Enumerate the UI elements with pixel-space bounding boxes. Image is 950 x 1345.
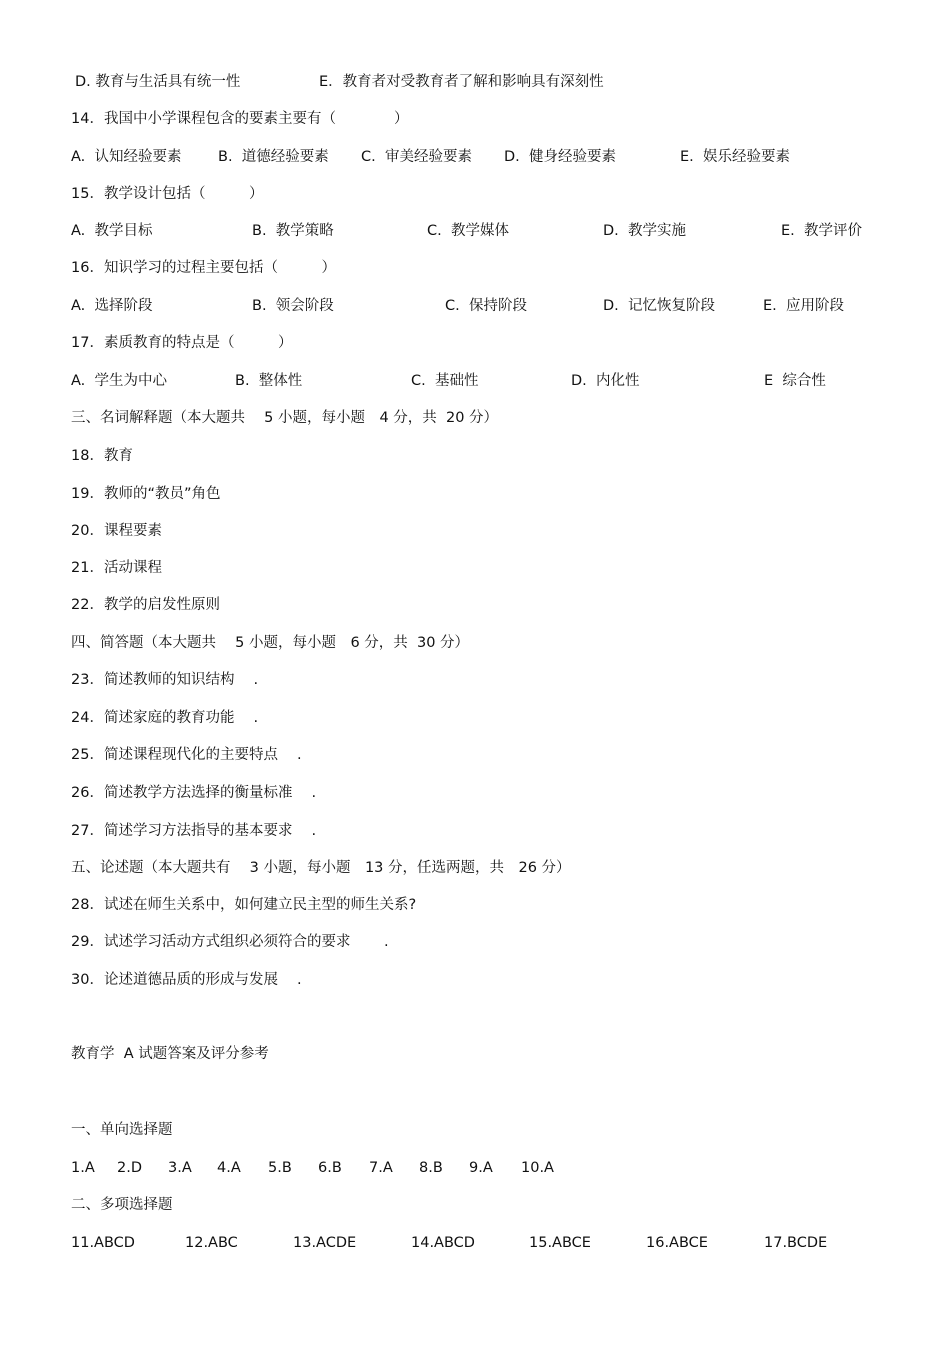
section-4-heading: 四、简答题（本大题共 5 小题，每小题 6 分，共 30 分）: [71, 635, 470, 651]
answer-title: 教育学 A 试题答案及评分参考: [71, 1046, 269, 1062]
short-answer-26: 26．简述教学方法选择的衡量标准 .: [71, 785, 317, 801]
term-18: 18．教育: [71, 448, 133, 464]
q15-stem: 15．教学设计包括（ ）: [71, 186, 264, 202]
essay-29: 29．试述学习活动方式组织必须符合的要求 .: [71, 934, 389, 950]
q17-stem: 17．素质教育的特点是（ ）: [71, 335, 293, 351]
answer-multi-12: 12.ABC: [185, 1235, 238, 1251]
answer-section-2-heading: 二、多项选择题: [71, 1197, 173, 1213]
answer-multi-11: 11.ABCD: [71, 1235, 135, 1251]
q15-option-d: D. 教学实施: [603, 223, 686, 239]
q16-option-d: D. 记忆恢复阶段: [603, 298, 715, 314]
answer-single-4: 4.A: [217, 1160, 241, 1176]
answer-single-5: 5.B: [268, 1160, 292, 1176]
q17-option-e: E 综合性: [764, 373, 826, 389]
q15-option-e: E. 教学评价: [781, 223, 862, 239]
q15-option-c: C. 教学媒体: [427, 223, 509, 239]
q17-option-d: D. 内化性: [571, 373, 640, 389]
q17-option-c: C. 基础性: [411, 373, 479, 389]
term-19: 19．教师的“教员”角色: [71, 486, 221, 502]
answer-single-9: 9.A: [469, 1160, 493, 1176]
q16-stem: 16．知识学习的过程主要包括（ ）: [71, 260, 336, 276]
answer-multi-14: 14.ABCD: [411, 1235, 475, 1251]
answer-single-8: 8.B: [419, 1160, 443, 1176]
answer-single-6: 6.B: [318, 1160, 342, 1176]
short-answer-27: 27．简述学习方法指导的基本要求 .: [71, 823, 317, 839]
term-20: 20．课程要素: [71, 523, 162, 539]
essay-30: 30．论述道德品质的形成与发展 .: [71, 972, 302, 988]
answer-multi-17: 17.BCDE: [764, 1235, 828, 1251]
short-answer-25: 25．简述课程现代化的主要特点 .: [71, 747, 302, 763]
q14-option-c: C. 审美经验要素: [361, 149, 472, 165]
q17-option-a: A. 学生为中心: [71, 373, 167, 389]
answer-single-1: 1.A: [71, 1160, 95, 1176]
short-answer-23: 23．简述教师的知识结构 .: [71, 672, 259, 688]
short-answer-24: 24．简述家庭的教育功能 .: [71, 710, 259, 726]
answer-multi-15: 15.ABCE: [529, 1235, 591, 1251]
answer-multi-13: 13.ACDE: [293, 1235, 357, 1251]
q16-option-c: C. 保持阶段: [445, 298, 527, 314]
q14-stem: 14．我国中小学课程包含的要素主要有（ ）: [71, 111, 409, 127]
essay-28: 28．试述在师生关系中，如何建立民主型的师生关系?: [71, 897, 417, 913]
term-22: 22．教学的启发性原则: [71, 597, 220, 613]
q15-option-b: B. 教学策略: [252, 223, 334, 239]
q14-option-e: E. 娱乐经验要素: [680, 149, 790, 165]
q15-option-a: A. 教学目标: [71, 223, 153, 239]
term-21: 21．活动课程: [71, 560, 162, 576]
q14-option-b: B. 道德经验要素: [218, 149, 329, 165]
q16-option-a: A. 选择阶段: [71, 298, 153, 314]
q14-option-d: D. 健身经验要素: [504, 149, 616, 165]
q16-option-e: E. 应用阶段: [763, 298, 844, 314]
q13-option-e: E．教育者对受教育者了解和影响具有深刻性: [319, 74, 604, 90]
section-5-heading: 五、论述题（本大题共有 3 小题，每小题 13 分，任选两题，共 26 分）: [71, 860, 571, 876]
section-3-heading: 三、名词解释题（本大题共 5 小题，每小题 4 分，共 20 分）: [71, 410, 499, 426]
q13-option-d: D. 教育与生活具有统一性: [75, 74, 241, 90]
answer-single-7: 7.A: [369, 1160, 393, 1176]
answer-section-1-heading: 一、单向选择题: [71, 1122, 173, 1138]
answer-multi-16: 16.ABCE: [646, 1235, 708, 1251]
answer-single-2: 2.D: [117, 1160, 142, 1176]
q16-option-b: B. 领会阶段: [252, 298, 334, 314]
q14-option-a: A. 认知经验要素: [71, 149, 182, 165]
answer-single-10: 10.A: [521, 1160, 554, 1176]
q17-option-b: B. 整体性: [235, 373, 303, 389]
answer-single-3: 3.A: [168, 1160, 192, 1176]
